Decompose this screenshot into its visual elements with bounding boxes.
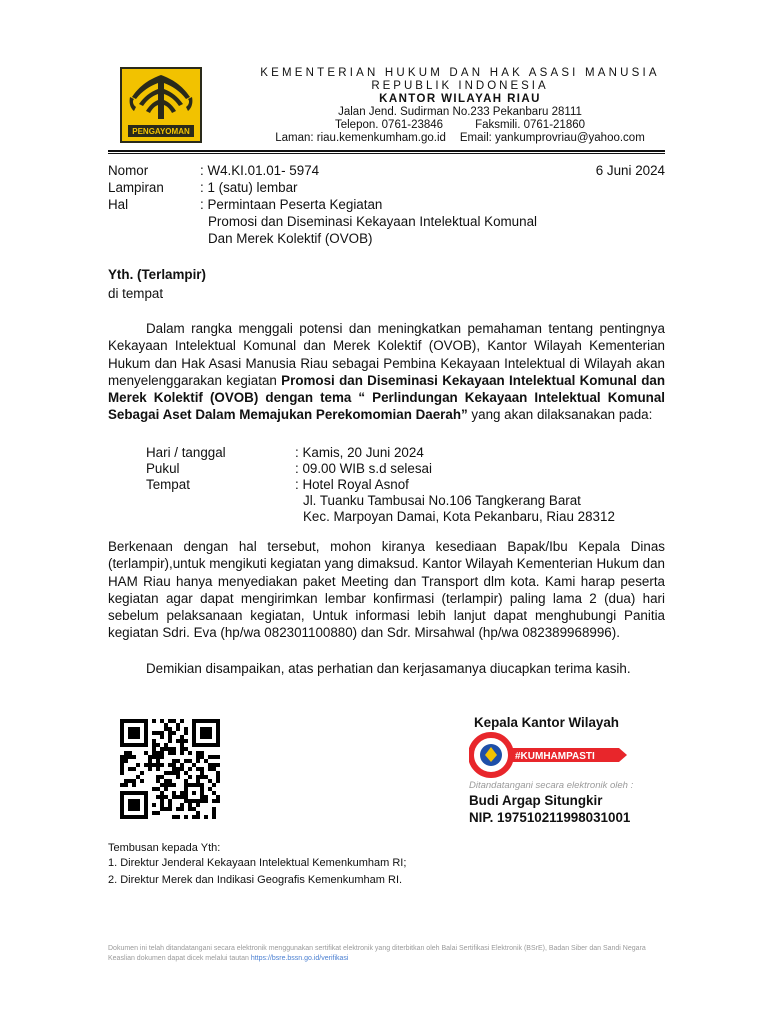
schedule-place-label: Tempat bbox=[146, 477, 190, 492]
p2-text: Berkenaan dengan hal tersebut, mohon kiranya kesediaan Bapak/Ibu Kepala Dinas (terlampir),untuk mengikuti kegiatan yang dimaksud. Kantor Wilayah Kementerian Hukum dan HAM Riau hanya menyediakan paket Meeting dan Transport dlm kota. Kami harap peserta kegiatan agar dapat mengirimkan lembar konfirmasi (terlampir) paling lama 2 (dua) hari sebelum pelaksanaan kegiatan, Untuk informasi lebih lanjut dapat menghubungi Panitia kegiatan Sdri. Eva (hp/wa 082301100880) dan Sdr. Mirsahwal (hp/wa 082389968996). bbox=[108, 539, 665, 641]
nomor-value: : W4.KI.01.01- 5974 bbox=[200, 163, 320, 178]
disclaimer-text: Keaslian dokumen dapat dicek melalui tautan bbox=[108, 955, 251, 962]
verification-link[interactable]: https://bsre.bssn.go.id/verifikasi bbox=[250, 955, 349, 962]
tembusan-item: 1. Direktur Jenderal Kekayaan Intelektual Kemenkumham RI; bbox=[108, 857, 407, 869]
letterhead-divider-thin bbox=[108, 153, 665, 154]
p3-text: Demikian disampaikan, atas perhatian dan kerjasamanya diucapkan terima kasih. bbox=[146, 661, 631, 676]
disclaimer-line-1: Dokumen ini telah ditandatangani secara elektronik menggunakan sertifikat elektronik yang diterbitkan oleh Balai Sertifikasi Elektronik (BSrE), Badan Siber dan Sandi Negara bbox=[108, 945, 646, 952]
signatory-name: Budi Argap Situngkir bbox=[469, 793, 603, 808]
kemenkumham-logo bbox=[120, 67, 202, 143]
signature-title: Kepala Kantor Wilayah bbox=[474, 715, 619, 730]
p1-text: Dalam rangka menggali potensi dan meningkatkan pemahaman tentang pentingnya Kekayaan Intelektual Komunal dan Merek Kolektif (OVOB), Kantor Wilayah Kementerian Hukum dan Hak Asasi Manusia Riau sebagai Pembina Kekayaan Intelektual di Wilayah akan menyelenggarakan kegiatan bbox=[108, 321, 665, 388]
hal-value-line2: Promosi dan Diseminasi Kekayaan Intelektual Komunal bbox=[208, 214, 537, 229]
lampiran-label: Lampiran bbox=[108, 180, 164, 195]
tembusan-item: 2. Direktur Merek dan Indikasi Geografis Kemenkumham RI. bbox=[108, 874, 403, 886]
recipient: Yth. (Terlampir) bbox=[108, 267, 206, 282]
letterhead-web bbox=[215, 132, 705, 144]
letter-date: 6 Juni 2024 bbox=[595, 163, 665, 178]
letterhead-address: Jalan Jend. Sudirman No.233 Pekanbaru 28111 bbox=[338, 106, 582, 118]
p1-closing: yang akan dilaksanakan pada: bbox=[467, 407, 653, 423]
emblem-hashtag: #KUMHAMPASTI bbox=[515, 751, 595, 762]
letterhead-republic: REPUBLIK INDONESIA bbox=[371, 80, 549, 92]
signatory-nip: NIP. 197510211998031001 bbox=[469, 810, 631, 825]
letterhead-email: Email: yankumprovriau@yahoo.com bbox=[459, 132, 645, 144]
tembusan-heading: Tembusan kepada Yth: bbox=[108, 842, 221, 854]
hal-value: : Permintaan Peserta Kegiatan bbox=[200, 197, 383, 212]
schedule-place-value: : Hotel Royal Asnof bbox=[295, 477, 409, 492]
schedule-time-label: Pukul bbox=[146, 461, 180, 476]
nomor-label: Nomor bbox=[108, 163, 149, 178]
logo-caption: PENGAYOMAN bbox=[132, 127, 190, 136]
letterhead-office: KANTOR WILAYAH RIAU bbox=[379, 93, 541, 105]
disclaimer-line-2 bbox=[108, 955, 348, 962]
body-paragraph-2 bbox=[108, 538, 665, 642]
letterhead-website: Laman: riau.kemenkumham.go.id bbox=[275, 132, 446, 144]
letterhead-contact bbox=[215, 119, 705, 131]
p1-event-title: Promosi dan Diseminasi Kekayaan Intelektual Komunal dan Merek Kolektif (OVOB) dengan tema “ Perlindungan Kekayaan Intelektual Komunal Sebagai Aset Dalam Memajukan Perekomomian Daerah” bbox=[108, 372, 666, 423]
body-paragraph-1 bbox=[108, 320, 665, 424]
qr-code-icon bbox=[120, 719, 220, 819]
schedule-day-value: : Kamis, 20 Juni 2024 bbox=[295, 445, 424, 460]
qr-code bbox=[120, 719, 220, 819]
hal-label: Hal bbox=[108, 197, 129, 212]
hal-value-line3: Dan Merek Kolektif (OVOB) bbox=[208, 231, 373, 246]
pengayoman-emblem-icon bbox=[120, 67, 202, 143]
kumhampasti-badge-icon bbox=[469, 731, 643, 779]
letterhead-divider bbox=[108, 150, 665, 152]
schedule-place-district: Kec. Marpoyan Damai, Kota Pekanbaru, Riau 28312 bbox=[303, 509, 615, 524]
kumhampasti-emblem bbox=[469, 731, 643, 779]
lampiran-value: : 1 (satu) lembar bbox=[200, 180, 298, 195]
schedule-time-value: : 09.00 WIB s.d selesai bbox=[295, 461, 432, 476]
letterhead-fax: Faksmili. 0761-21860 bbox=[475, 119, 586, 131]
letterhead-ministry: KEMENTERIAN HUKUM DAN HAK ASASI MANUSIA bbox=[260, 67, 660, 79]
body-paragraph-3 bbox=[108, 660, 665, 677]
letterhead-phone: Telepon. 0761-23846 bbox=[334, 119, 444, 131]
schedule-day-label: Hari / tanggal bbox=[146, 445, 226, 460]
signed-electronically-note: Ditandatangani secara elektronik oleh : bbox=[469, 780, 634, 791]
recipient-place: di tempat bbox=[108, 286, 164, 301]
schedule-place-address: Jl. Tuanku Tambusai No.106 Tangkerang Barat bbox=[303, 493, 581, 508]
